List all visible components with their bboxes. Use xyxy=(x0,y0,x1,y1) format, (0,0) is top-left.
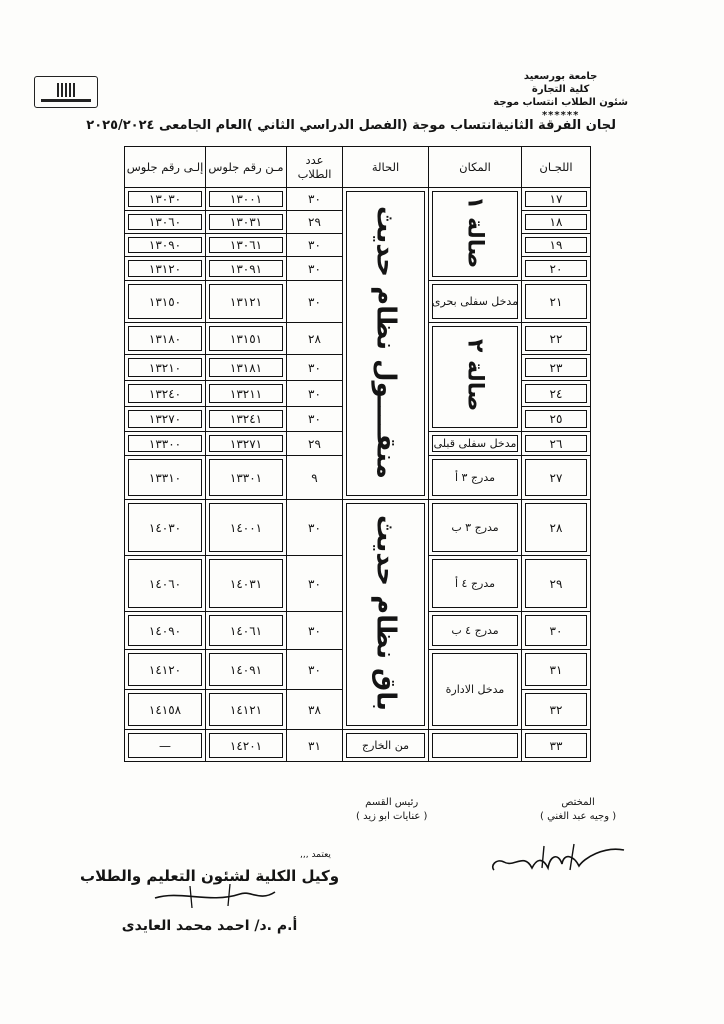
header-students-count: عدد الطلاب xyxy=(287,147,343,188)
university-logo-icon xyxy=(34,76,98,108)
to-seat-cell: ١٣١٥٠ xyxy=(125,281,206,323)
vice-dean-name: أ.م .د/ احمد محمد العايدى xyxy=(121,918,298,934)
count-cell: ٢٩ xyxy=(287,432,343,456)
to-seat-cell: ١٣٢١٠ xyxy=(125,355,206,381)
count-cell: ٩ xyxy=(287,456,343,500)
place-basement-south: مدخل سفلى قبلى xyxy=(429,432,522,456)
page-title: لجان الفرقة الثانيةانتساب موجة (الفصل الدراسي الثاني )العام الجامعى ٢٠٢٥/٢٠٢٤ xyxy=(86,118,616,133)
to-seat-cell: ١٤٠٩٠ xyxy=(125,612,206,650)
committee-cell: ٣١ xyxy=(522,650,591,690)
committee-cell: ٢٥ xyxy=(522,407,591,432)
to-seat-cell: ١٣٢٤٠ xyxy=(125,381,206,407)
place-admin-entrance: مدخل الادارة xyxy=(429,650,522,730)
from-seat-cell: ١٣٠٩١ xyxy=(206,257,287,281)
from-seat-cell: ١٣٢٧١ xyxy=(206,432,287,456)
committee-cell: ١٧ xyxy=(522,188,591,211)
from-seat-cell: ١٣٢٤١ xyxy=(206,407,287,432)
committee-cell: ٢٣ xyxy=(522,355,591,381)
count-cell: ٣١ xyxy=(287,730,343,762)
head-title: رئيس القسم xyxy=(365,797,419,808)
committee-cell: ١٨ xyxy=(522,211,591,234)
table-row xyxy=(125,188,591,211)
from-seat-cell: ١٤١٢١ xyxy=(206,690,287,730)
count-cell: ٣٨ xyxy=(287,690,343,730)
to-seat-cell: — xyxy=(125,730,206,762)
header-place: المكان xyxy=(429,147,522,188)
place-amph4a: مدرج ٤ أ xyxy=(429,556,522,612)
to-seat-cell: ١٣١٨٠ xyxy=(125,323,206,355)
status-transferred: منقــــول نظام حديث xyxy=(343,188,429,500)
from-seat-cell: ١٤٠٩١ xyxy=(206,650,287,690)
to-seat-cell: ١٣٠٩٠ xyxy=(125,234,206,257)
table-row xyxy=(125,500,591,556)
department-name: شئون الطلاب انتساب موجة xyxy=(493,97,628,108)
to-seat-cell: ١٤١٢٠ xyxy=(125,650,206,690)
count-cell: ٣٠ xyxy=(287,234,343,257)
from-seat-cell: ١٣١٨١ xyxy=(206,355,287,381)
committee-cell: ٣٢ xyxy=(522,690,591,730)
place-hall2: صالة ٢ xyxy=(429,323,522,432)
committee-cell: ٢٢ xyxy=(522,323,591,355)
status-external: من الخارج xyxy=(343,730,429,762)
committee-cell: ٣٣ xyxy=(522,730,591,762)
place-hall1: صالة ١ xyxy=(429,188,522,281)
approval-label: يعتمد ,,, xyxy=(300,850,331,860)
head-name: ( عنايات ابو زيد ) xyxy=(356,811,428,822)
to-seat-cell: ١٣٢٧٠ xyxy=(125,407,206,432)
letterhead xyxy=(493,70,628,122)
from-seat-cell: ١٣٠٣١ xyxy=(206,211,287,234)
committee-cell: ٢٤ xyxy=(522,381,591,407)
vice-dean-signature xyxy=(150,880,280,910)
count-cell: ٣٠ xyxy=(287,556,343,612)
header-from-seat: مـن رقم جلوس xyxy=(206,147,287,188)
count-cell: ٣٠ xyxy=(287,355,343,381)
university-name: جامعة بورسعيد xyxy=(523,71,598,82)
from-seat-cell: ١٤٠٣١ xyxy=(206,556,287,612)
place-basement-north: مدخل سفلى بحرى xyxy=(429,281,522,323)
place-empty xyxy=(429,730,522,762)
from-seat-cell: ١٤٢٠١ xyxy=(206,730,287,762)
head-signature-block xyxy=(356,796,427,824)
from-seat-cell: ١٣١٥١ xyxy=(206,323,287,355)
header-status: الحالة xyxy=(343,147,429,188)
header-to-seat: إلـى رقم جلوس xyxy=(125,147,206,188)
count-cell: ٢٩ xyxy=(287,211,343,234)
to-seat-cell: ١٣٣١٠ xyxy=(125,456,206,500)
stars-divider: ****** xyxy=(541,110,580,121)
to-seat-cell: ١٣٣٠٠ xyxy=(125,432,206,456)
place-amph3a: مدرج ٣ أ xyxy=(429,456,522,500)
from-seat-cell: ١٣١٢١ xyxy=(206,281,287,323)
place-amph4b: مدرج ٤ ب xyxy=(429,612,522,650)
count-cell: ٣٠ xyxy=(287,281,343,323)
to-seat-cell: ١٤٠٦٠ xyxy=(125,556,206,612)
faculty-name: كلية التجارة xyxy=(531,84,590,95)
count-cell: ٢٨ xyxy=(287,323,343,355)
committee-cell: ٢٨ xyxy=(522,500,591,556)
vice-dean-title: وكيل الكلية لشئون التعليم والطلاب xyxy=(80,867,340,885)
specialist-signature-block xyxy=(540,796,616,824)
committee-cell: ٢٩ xyxy=(522,556,591,612)
from-seat-cell: ١٤٠٦١ xyxy=(206,612,287,650)
committee-cell: ١٩ xyxy=(522,234,591,257)
table-row xyxy=(125,730,591,762)
committee-cell: ٢١ xyxy=(522,281,591,323)
to-seat-cell: ١٣٠٦٠ xyxy=(125,211,206,234)
to-seat-cell: ١٤١٥٨ xyxy=(125,690,206,730)
count-cell: ٣٠ xyxy=(287,612,343,650)
count-cell: ٣٠ xyxy=(287,407,343,432)
committee-cell: ٣٠ xyxy=(522,612,591,650)
from-seat-cell: ١٣٢١١ xyxy=(206,381,287,407)
table-header-row xyxy=(125,147,591,188)
from-seat-cell: ١٣٠٦١ xyxy=(206,234,287,257)
to-seat-cell: ١٤٠٣٠ xyxy=(125,500,206,556)
committee-cell: ٢٠ xyxy=(522,257,591,281)
count-cell: ٣٠ xyxy=(287,257,343,281)
from-seat-cell: ١٤٠٠١ xyxy=(206,500,287,556)
from-seat-cell: ١٣٠٠١ xyxy=(206,188,287,211)
count-cell: ٣٠ xyxy=(287,381,343,407)
committees-table xyxy=(124,146,591,762)
status-remaining: باق نظام حديث xyxy=(343,500,429,730)
count-cell: ٣٠ xyxy=(287,500,343,556)
from-seat-cell: ١٣٣٠١ xyxy=(206,456,287,500)
committee-cell: ٢٧ xyxy=(522,456,591,500)
to-seat-cell: ١٣٠٣٠ xyxy=(125,188,206,211)
handwritten-signature xyxy=(484,838,634,878)
committee-cell: ٢٦ xyxy=(522,432,591,456)
specialist-name: ( وجيه عبد الغني ) xyxy=(540,811,617,822)
specialist-title: المختص xyxy=(561,797,595,808)
place-amph3b: مدرج ٣ ب xyxy=(429,500,522,556)
header-committees: اللجـان xyxy=(522,147,591,188)
count-cell: ٣٠ xyxy=(287,650,343,690)
count-cell: ٣٠ xyxy=(287,188,343,211)
to-seat-cell: ١٣١٢٠ xyxy=(125,257,206,281)
